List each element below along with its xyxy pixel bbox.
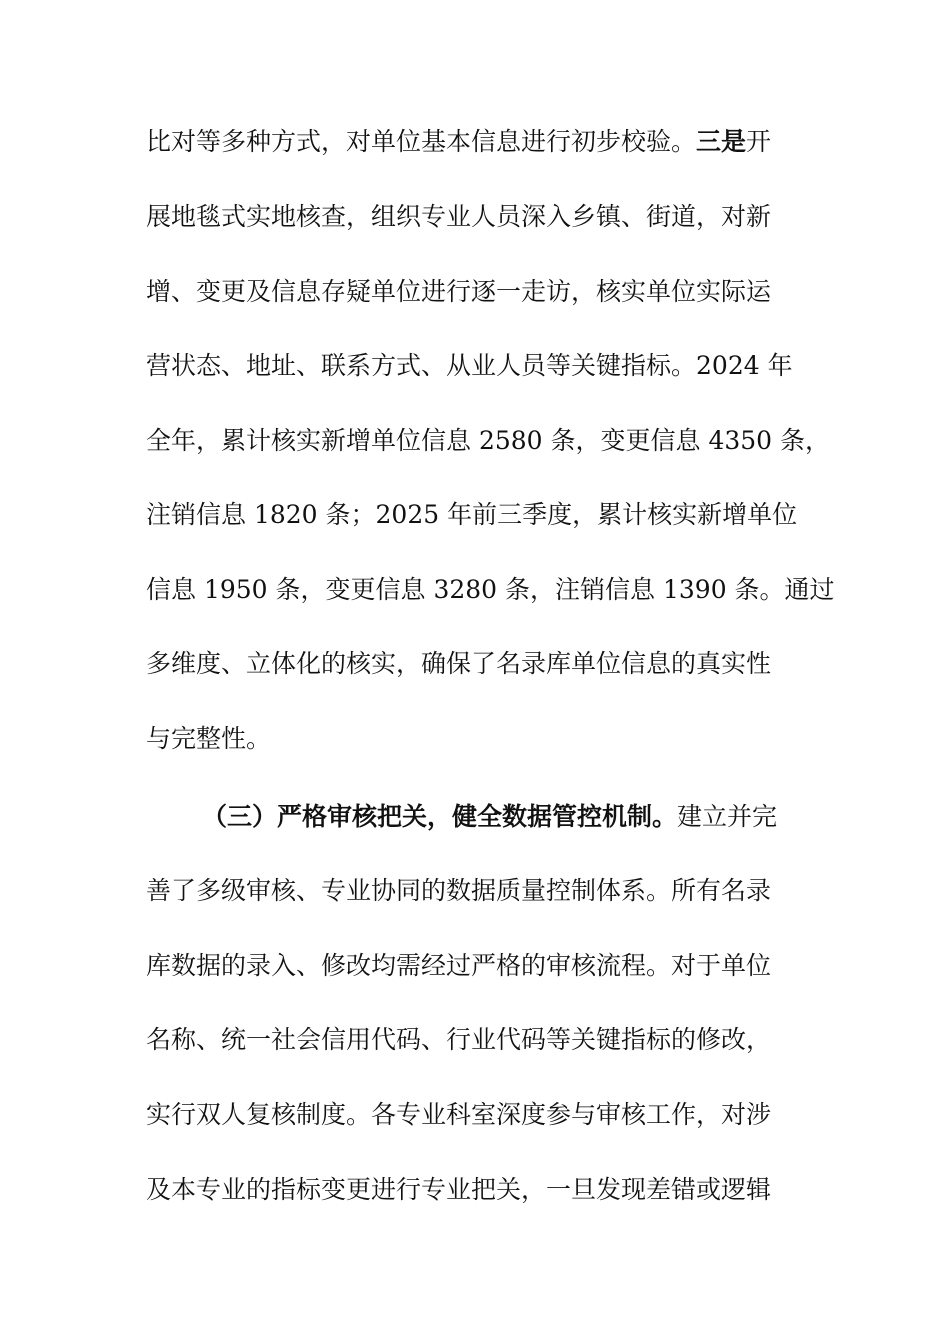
paragraph1-line5: 全年，累计核实新增单位信息 2580 条，变更信息 4350 条， bbox=[146, 426, 831, 455]
paragraph1-line1 bbox=[146, 122, 810, 162]
paragraph2-line2: 善了多级审核、专业协同的数据质量控制体系。所有名录 bbox=[146, 876, 772, 905]
paragraph2-line4: 名称、统一社会信用代码、行业代码等关键指标的修改， bbox=[146, 1025, 772, 1054]
paragraph1-line9: 与完整性。 bbox=[146, 724, 272, 753]
paragraph1-line1-text: 比对等多种方式，对单位基本信息进行初步校验。 bbox=[146, 127, 697, 156]
paragraph1-line4: 营状态、地址、联系方式、从业人员等关键指标。2024 年 bbox=[146, 351, 793, 380]
paragraph1-line6: 注销信息 1820 条；2025 年前三季度，累计核实新增单位 bbox=[146, 500, 798, 529]
paragraph1-line8: 多维度、立体化的核实，确保了名录库单位信息的真实性 bbox=[146, 649, 772, 678]
paragraph2-line6: 及本专业的指标变更进行专业把关，一旦发现差错或逻辑 bbox=[146, 1175, 772, 1204]
paragraph1-line2: 展地毯式实地核查，组织专业人员深入乡镇、街道，对新 bbox=[146, 202, 772, 231]
paragraph1-line7: 信息 1950 条，变更信息 3280 条，注销信息 1390 条。通过 bbox=[146, 575, 835, 604]
paragraph1-line1-bold: 三是 bbox=[696, 127, 747, 156]
paragraph2-line1 bbox=[202, 797, 812, 837]
paragraph2-line1-tail: 建立并完 bbox=[677, 802, 778, 831]
paragraph2-line5: 实行双人复核制度。各专业科室深度参与审核工作，对涉 bbox=[146, 1100, 772, 1129]
paragraph2-line3: 库数据的录入、修改均需经过严格的审核流程。对于单位 bbox=[146, 951, 772, 980]
paragraph1-line3: 增、变更及信息存疑单位进行逐一走访，核实单位实际运 bbox=[146, 277, 772, 306]
paragraph1-line1-tail: 开 bbox=[746, 127, 772, 156]
paragraph2-heading: （三）严格审核把关，健全数据管控机制。 bbox=[202, 802, 678, 831]
